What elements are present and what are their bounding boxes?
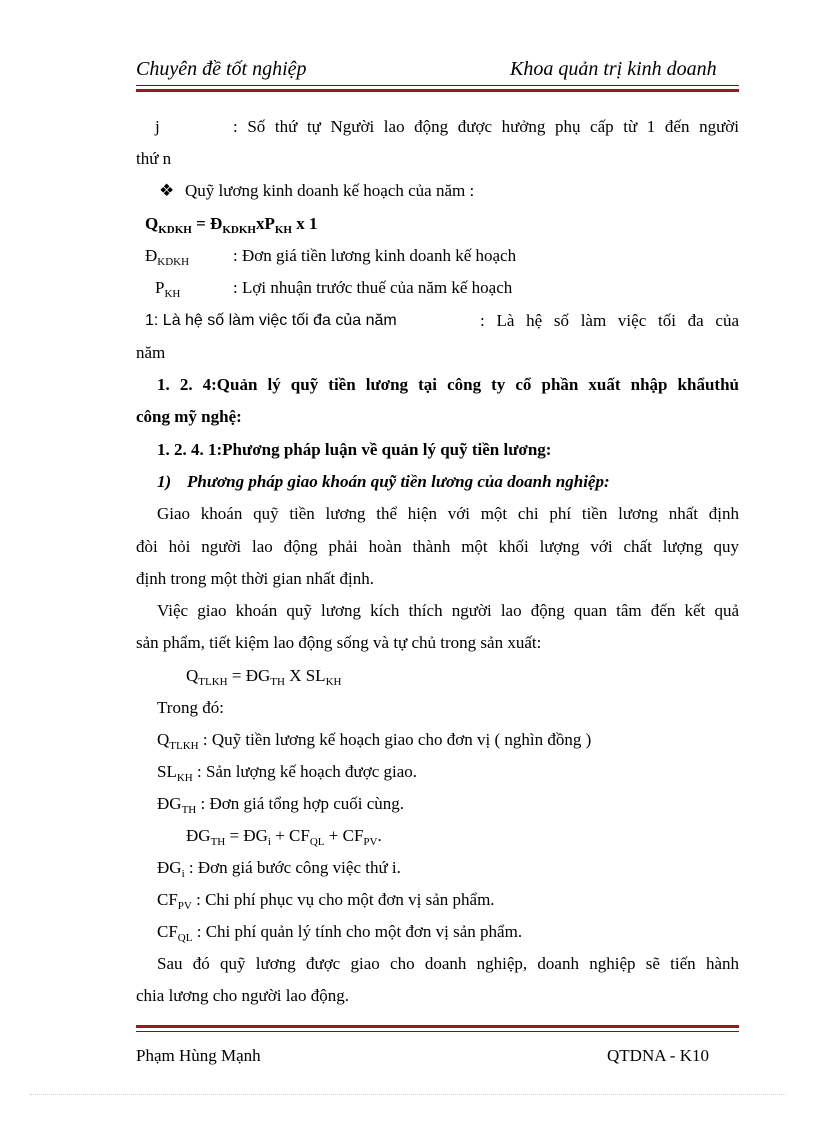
section-1-2-4-1-title: 1. 2. 4. 1:Phương pháp luận về quản lý quỹ tiền lương: — [157, 440, 552, 459]
section-1-2-4-title-cont: công mỹ nghệ: — [136, 407, 242, 426]
header-rule-thin — [136, 85, 739, 86]
para-3-line-1: Sau đó quỹ lương được giao cho doanh nghiệp, doanh nghiệp sẽ tiến hành — [157, 954, 739, 973]
para-2-line-2: sản phẩm, tiết kiệm lao động sống và tự chủ trong sản xuất: — [136, 633, 542, 652]
def-dkdkh-symbol: $Đ_{KDKH}$ — [145, 246, 190, 268]
trong-do-label: Trong đó: — [157, 698, 224, 717]
section-1-2-4-title: 1. 2. 4:Quản lý quỹ tiền lương tại công ty cổ phần xuất nhập khẩuthủ — [157, 375, 739, 394]
def-dkdkh-text: : Đơn giá tiền lương kinh doanh kế hoạch — [233, 246, 517, 265]
footer-rule-thick — [136, 1025, 739, 1028]
def-qtlkh: $Q_{TLKH}$ : Quỹ tiền lương kế hoạch giao cho đơn vị ( nghìn đồng ) — [157, 730, 592, 752]
para-1-line-1: Giao khoán quỹ tiền lương thể hiện với một chi phí tiền lương nhất định — [157, 504, 739, 523]
para-3-line-2: chia lương cho người lao động. — [136, 986, 349, 1005]
para-2-line-1: Việc giao khoán quỹ lương kích thích người lao động quan tâm đến kết quả — [157, 601, 739, 620]
bullet-icon: ❖ — [159, 181, 175, 200]
def-slkh: $SL_{KH}$ : Sản lượng kế hoạch được giao. — [157, 762, 418, 784]
def-cfpv: $CF_{PV}$ : Chi phí phục vụ cho một đơn vị sản phẩm. — [157, 890, 495, 912]
j-description: : Số thứ tự Người lao động được hưởng phụ cấp từ 1 đến người — [233, 117, 739, 136]
def-1-left: 1: Là hệ số làm việc tối đa của năm — [145, 312, 397, 329]
def-pkh-symbol: $P_{KH}$ — [155, 278, 181, 300]
page-bottom-dotted-line — [30, 1094, 786, 1095]
item-1-title: Phương pháp giao khoán quỹ tiền lương của doanh nghiệp: — [187, 472, 610, 491]
j-label: j — [155, 117, 160, 136]
def-dgth: $ĐG_{TH}$ : Đơn giá tổng hợp cuối cùng. — [157, 794, 405, 816]
footer-rule-thin — [136, 1031, 739, 1032]
footer-left: Phạm Hùng Mạnh — [136, 1046, 261, 1065]
footer-right: QTDNA - K10 — [607, 1046, 709, 1065]
para-1-line-3: định trong một thời gian nhất định. — [136, 569, 374, 588]
formula-dgth: $ĐG_{TH}$ = $ĐG_i + CF_{QL} + CF_{PV}$. — [186, 826, 382, 848]
item-1-number: 1) — [157, 472, 172, 491]
def-1-right: : Là hệ số làm việc tối đa của — [480, 311, 739, 330]
para-1-line-2: đòi hỏi người lao động phải hoàn thành một khối lượng với chất lượng quy — [136, 537, 739, 556]
formula-qkdkh: $Q_{KDKH}$ = $Đ_{KDKH}xP_{KH}$ x 1 — [145, 214, 318, 236]
def-1-cont: năm — [136, 343, 166, 362]
bullet-text: Quỹ lương kinh doanh kế hoạch của năm : — [185, 181, 475, 200]
header-rule-thick — [136, 89, 739, 92]
header-left: Chuyên đề tốt nghiệp — [136, 58, 307, 80]
def-dgi: $ĐG_i$ : Đơn giá bước công việc thứ i. — [157, 858, 401, 880]
j-description-cont: thứ n — [136, 149, 172, 168]
header-right: Khoa quản trị kinh doanh — [510, 58, 717, 80]
formula-qtlkh: $Q_{TLKH}$ = $ĐG_{TH}$ X $SL_{KH}$ — [186, 666, 342, 688]
def-cfql: $CF_{QL}$ : Chi phí quản lý tính cho một đơn vị sản phẩm. — [157, 922, 523, 944]
def-pkh-text: : Lợi nhuận trước thuế của năm kế hoạch — [233, 278, 513, 297]
